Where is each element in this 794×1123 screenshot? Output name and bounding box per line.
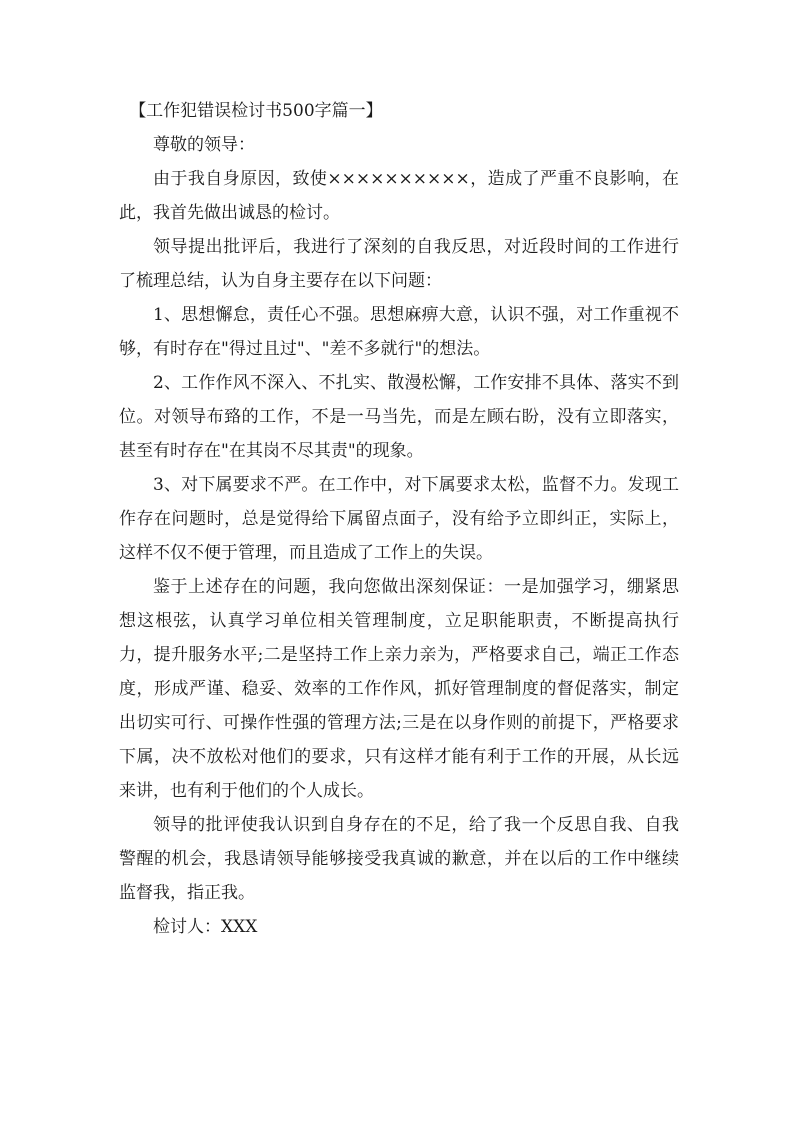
paragraph-2: 领导提出批评后，我进行了深刻的自我反思，对近段时间的工作进行了梳理总结，认为自身主要存在以下问题： <box>119 237 679 291</box>
document-title: 【工作犯错误检讨书500字篇一】 <box>129 101 383 121</box>
document-body <box>119 94 679 944</box>
paragraph-4: 2、工作作风不深入、不扎实、散漫松懈，工作安排不具体、落实不到位。对领导布臵的工作，不是一马当先，而是左顾右盼，没有立即落实，甚至有时存在"在其岗不尽其责"的现象。 <box>119 373 679 461</box>
salutation: 尊敬的领导： <box>153 135 255 155</box>
paragraph-6: 鉴于上述存在的问题，我向您做出深刻保证：一是加强学习，绷紧思想这根弦，认真学习单位相关管理制度，立足职能职责，不断提高执行力，提升服务水平;二是坚持工作上亲力亲为，严格要求自己，端正工作态度，形成严谨、稳妥、效率的工作作风，抓好管理制度的督促落实，制定出切实可行、可操作性强的管理方法;三是在以身作则的前提下，严格要求下属，决不放松对他们的要求，只有这样才能有利于工作的开展，从长远来讲，也有利于他们的个人成长。 <box>119 577 679 801</box>
paragraph-1: 由于我自身原因，致使××××××××××，造成了严重不良影响，在此，我首先做出诚恳的检讨。 <box>119 169 679 223</box>
signature: 检讨人：XXX <box>153 917 258 937</box>
paragraph-5: 3、对下属要求不严。在工作中，对下属要求太松，监督不力。发现工作存在问题时，总是觉得给下属留点面子，没有给予立即纠正，实际上，这样不仅不便于管理，而且造成了工作上的失误。 <box>119 475 679 563</box>
paragraph-7: 领导的批评使我认识到自身存在的不足，给了我一个反思自我、自我警醒的机会，我恳请领导能够接受我真诚的歉意，并在以后的工作中继续监督我，指正我。 <box>119 815 679 903</box>
paragraph-3: 1、思想懈怠，责任心不强。思想麻痹大意，认识不强，对工作重视不够，有时存在"得过且过"、"差不多就行"的想法。 <box>119 305 679 359</box>
